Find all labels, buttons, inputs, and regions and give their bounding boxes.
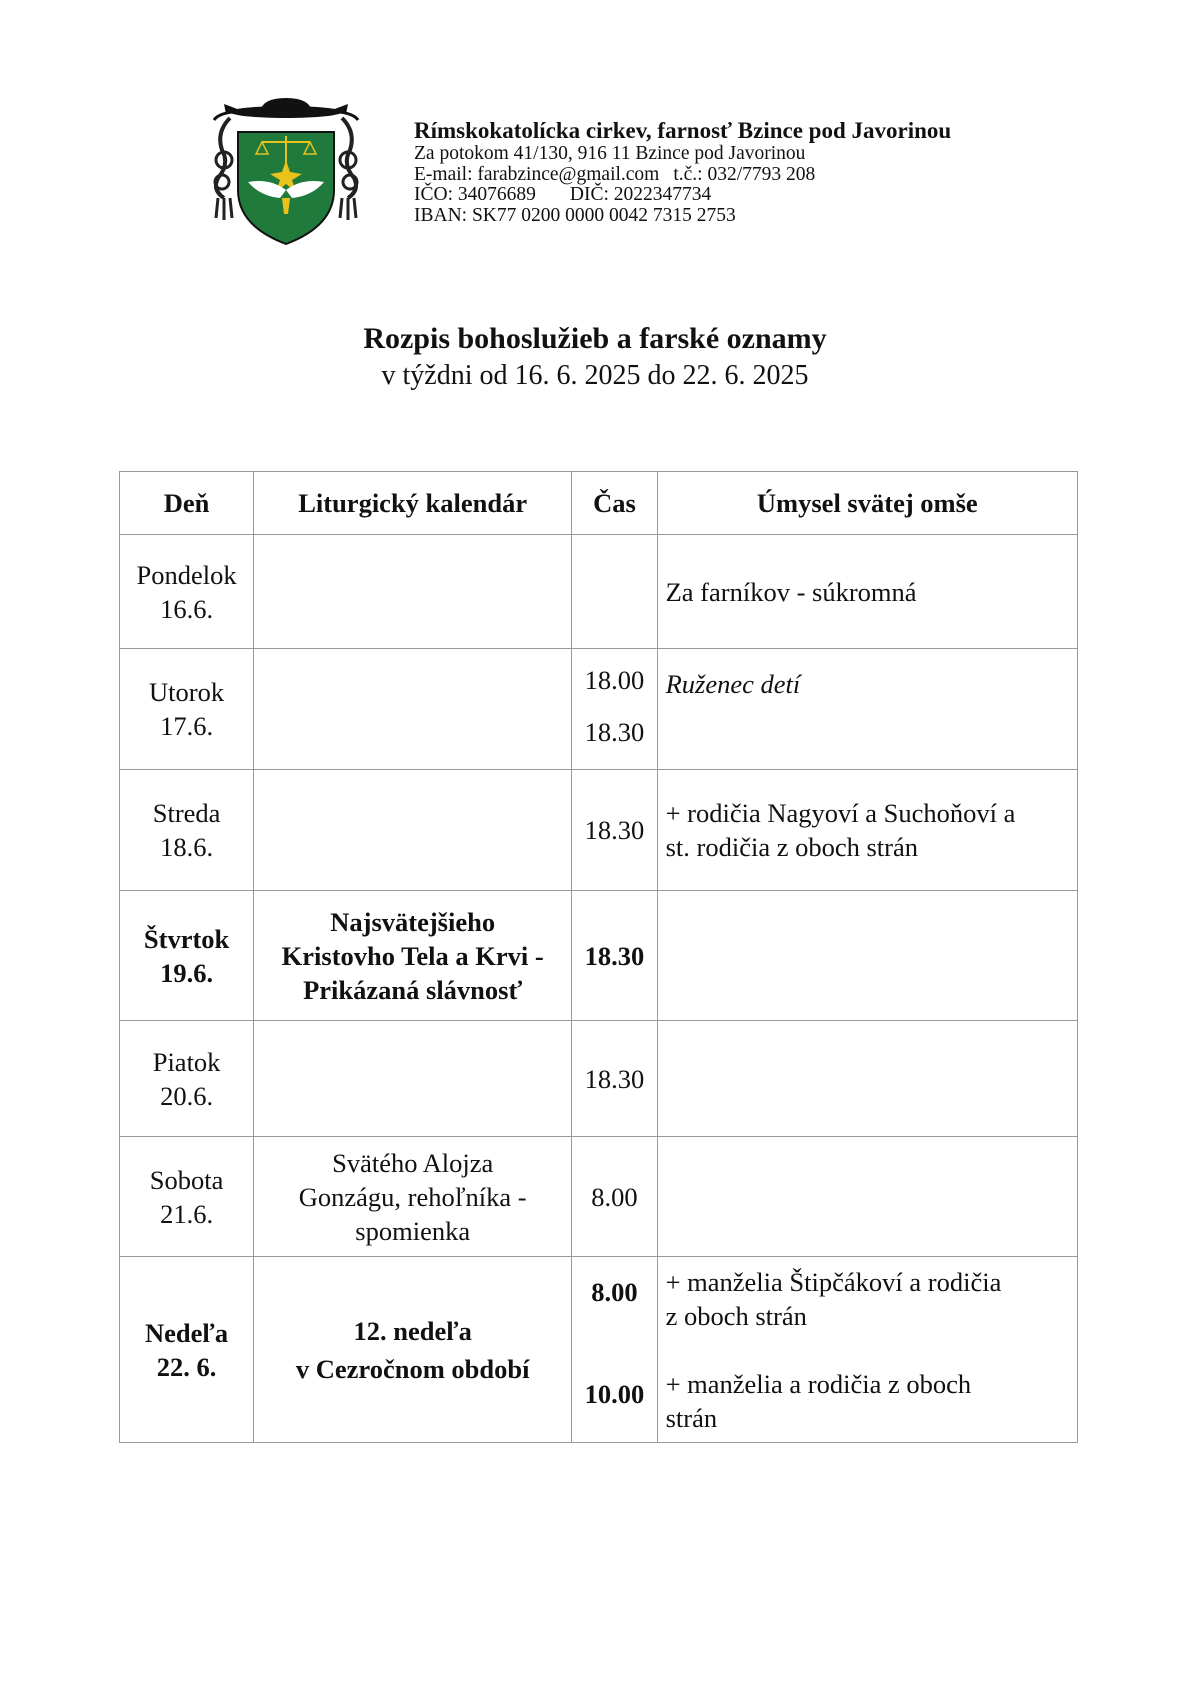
table-row — [120, 1021, 1078, 1137]
intention-cell — [657, 1137, 1077, 1257]
header-mass-intention: Úmysel svätej omše — [657, 472, 1077, 535]
table-row — [120, 649, 1078, 770]
day-date: 19.6. — [160, 957, 214, 988]
table-row — [120, 535, 1078, 649]
letterhead — [210, 98, 1110, 258]
mass-time: 18.30 — [584, 815, 645, 845]
day-cell — [120, 1021, 254, 1137]
header-day: Deň — [120, 472, 254, 535]
parish-ids — [414, 185, 951, 206]
liturgy-text: Gonzágu, rehoľníka - — [298, 1181, 527, 1212]
mass-time: 18.30 — [584, 940, 645, 971]
day-date: 16.6. — [160, 593, 214, 624]
intention-text: + manželia a rodičia z oboch — [665, 1368, 972, 1399]
day-date: 20.6. — [160, 1080, 214, 1111]
parish-address: Za potokom 41/130, 916 11 Bzince pod Javorinou — [414, 143, 806, 164]
parish-ico: IČO: 34076689 — [414, 184, 536, 205]
day-name: Sobota — [149, 1164, 224, 1195]
liturgy-cell — [254, 891, 572, 1021]
time-cell — [572, 891, 657, 1021]
day-cell — [120, 649, 254, 770]
day-cell — [120, 770, 254, 891]
day-date: 17.6. — [160, 711, 214, 741]
mass-time: 10.00 — [584, 1378, 645, 1409]
time-cell — [572, 1021, 657, 1137]
intention-text: + rodičia Nagyoví a Suchoňoví a — [665, 798, 1016, 828]
day-date: 21.6. — [160, 1198, 214, 1229]
liturgy-text: spomienka — [355, 1215, 471, 1246]
parish-phone: t.č.: 032/7793 208 — [673, 163, 816, 185]
intention-cell — [657, 891, 1077, 1021]
intention-cell — [657, 1021, 1077, 1137]
parish-email: E-mail: farabzince@gmail.com — [414, 163, 660, 185]
intention-cell — [657, 1257, 1077, 1443]
parish-dic: DIČ: 2022347734 — [569, 184, 712, 205]
mass-time: 18.30 — [584, 717, 645, 747]
intention-text: + manželia Štipčákoví a rodičia — [665, 1266, 1002, 1297]
parish-email-phone — [414, 165, 951, 186]
document-title — [0, 320, 1190, 394]
liturgy-text: 12. nedeľa — [353, 1315, 472, 1346]
liturgy-cell — [254, 1257, 572, 1443]
liturgy-cell — [254, 1137, 572, 1257]
day-name: Štvrtok — [143, 923, 230, 954]
liturgy-cell — [254, 649, 572, 770]
intention-text: strán — [665, 1402, 718, 1433]
liturgy-cell — [254, 1021, 572, 1137]
time-cell — [572, 649, 657, 770]
header-time: Čas — [572, 472, 657, 535]
day-cell — [120, 1137, 254, 1257]
liturgy-text: v Cezročnom období — [295, 1353, 530, 1384]
parish-name: Rímskokatolícka cirkev, farnosť Bzince pod Javorinou — [414, 118, 952, 143]
liturgy-cell — [254, 535, 572, 649]
day-cell — [120, 891, 254, 1021]
intention-cell — [657, 770, 1077, 891]
parish-coat-of-arms-icon — [210, 98, 362, 248]
intention-text: st. rodičia z oboch strán — [665, 832, 919, 862]
title-week-range: v týždni od 16. 6. 2025 do 22. 6. 2025 — [381, 360, 809, 391]
liturgy-text: Prikázaná slávnosť — [303, 974, 523, 1005]
liturgy-text: Kristovho Tela a Krvi - — [281, 940, 544, 971]
mass-time: 18.00 — [584, 665, 645, 695]
day-date: 18.6. — [160, 832, 214, 862]
time-cell — [572, 770, 657, 891]
liturgy-text: Svätého Alojza — [332, 1147, 494, 1178]
day-date: 22. 6. — [156, 1351, 217, 1382]
day-name: Utorok — [149, 677, 225, 707]
mass-schedule-table — [119, 471, 1078, 1443]
intention-cell — [657, 535, 1077, 649]
mass-time: 8.00 — [591, 1276, 638, 1307]
liturgy-cell — [254, 770, 572, 891]
intention-text: z oboch strán — [665, 1300, 807, 1331]
day-cell — [120, 1257, 254, 1443]
parish-iban: IBAN: SK77 0200 0000 0042 7315 2753 — [414, 204, 736, 226]
title-main: Rozpis bohoslužieb a farské oznamy — [363, 322, 827, 355]
time-cell — [572, 1137, 657, 1257]
day-name: Streda — [152, 798, 221, 828]
time-cell — [572, 1257, 657, 1443]
intention-text: Ruženec detí — [665, 669, 801, 699]
table-row — [120, 891, 1078, 1021]
mass-time: 18.30 — [584, 1063, 645, 1094]
intention-text: Za farníkov - súkromná — [665, 576, 917, 607]
day-name: Pondelok — [136, 559, 237, 590]
parish-contact-block — [414, 118, 951, 226]
table-row — [120, 1137, 1078, 1257]
table-header-row — [120, 472, 1078, 535]
intention-cell — [657, 649, 1077, 770]
day-name: Piatok — [152, 1046, 221, 1077]
liturgy-text: Najsvätejšieho — [330, 906, 496, 937]
mass-time: 8.00 — [591, 1181, 638, 1212]
day-name: Nedeľa — [145, 1317, 229, 1348]
header-liturgical-calendar: Liturgický kalendár — [254, 472, 572, 535]
table-row — [120, 770, 1078, 891]
table-row — [120, 1257, 1078, 1443]
time-cell — [572, 535, 657, 649]
day-cell — [120, 535, 254, 649]
